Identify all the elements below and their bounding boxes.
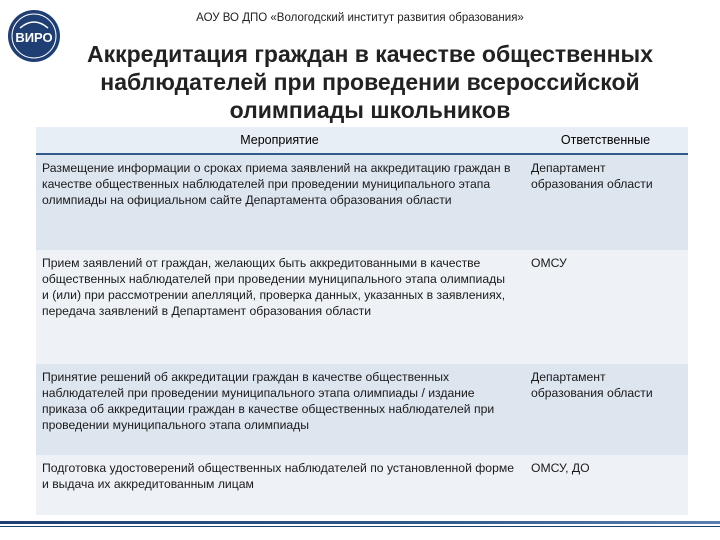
table-row [36, 455, 688, 515]
title-line: олимпиады школьников [229, 97, 511, 123]
organization-name: АОУ ВО ДПО «Вологодский институт развития образования» [196, 12, 524, 24]
event-cell: Принятие решений об аккредитации граждан в качестве общественных наблюдателей при проведении муниципального этапа олимпиады / издание приказа об аккредитации граждан в качестве общественных наблюдателей при проведении муниципального этапа олимпиады [36, 364, 523, 455]
column-header-event: Мероприятие [36, 127, 523, 154]
event-cell: Размещение информации о сроках приема заявлений на аккредитацию граждан в качестве общественных наблюдателей при проведении муниципального этапа олимпиады на официальном сайте Департамента образования области [36, 154, 523, 250]
table-row [36, 154, 688, 250]
footer-rule [0, 521, 720, 524]
accreditation-table [36, 127, 688, 515]
logo-text: ВИРО [15, 30, 53, 45]
table-row [36, 250, 688, 364]
column-header-responsible: Ответственные [523, 127, 688, 154]
page-title [40, 40, 700, 124]
responsible-cell: Департамент образования области [523, 154, 688, 250]
title-line: Аккредитация граждан в качестве общественных [87, 41, 653, 67]
responsible-cell: ОМСУ, ДО [523, 455, 688, 515]
footer-rule-thin [0, 526, 720, 527]
responsible-cell: ОМСУ [523, 250, 688, 364]
responsible-cell: Департамент образования области [523, 364, 688, 455]
event-cell: Прием заявлений от граждан, желающих быть аккредитованными в качестве общественных наблюдателей при проведении муниципального этапа олимпиады и (или) при рассмотрении апелляций, проверка данных, указанных в заявлениях, передача заявлений в Департамент образования области [36, 250, 523, 364]
event-cell: Подготовка удостоверений общественных наблюдателей по установленной форме и выдача их аккредитованным лицам [36, 455, 523, 515]
table-header-row [36, 127, 688, 154]
title-line: наблюдателей при проведении всероссийской [100, 69, 640, 95]
table-row [36, 364, 688, 455]
